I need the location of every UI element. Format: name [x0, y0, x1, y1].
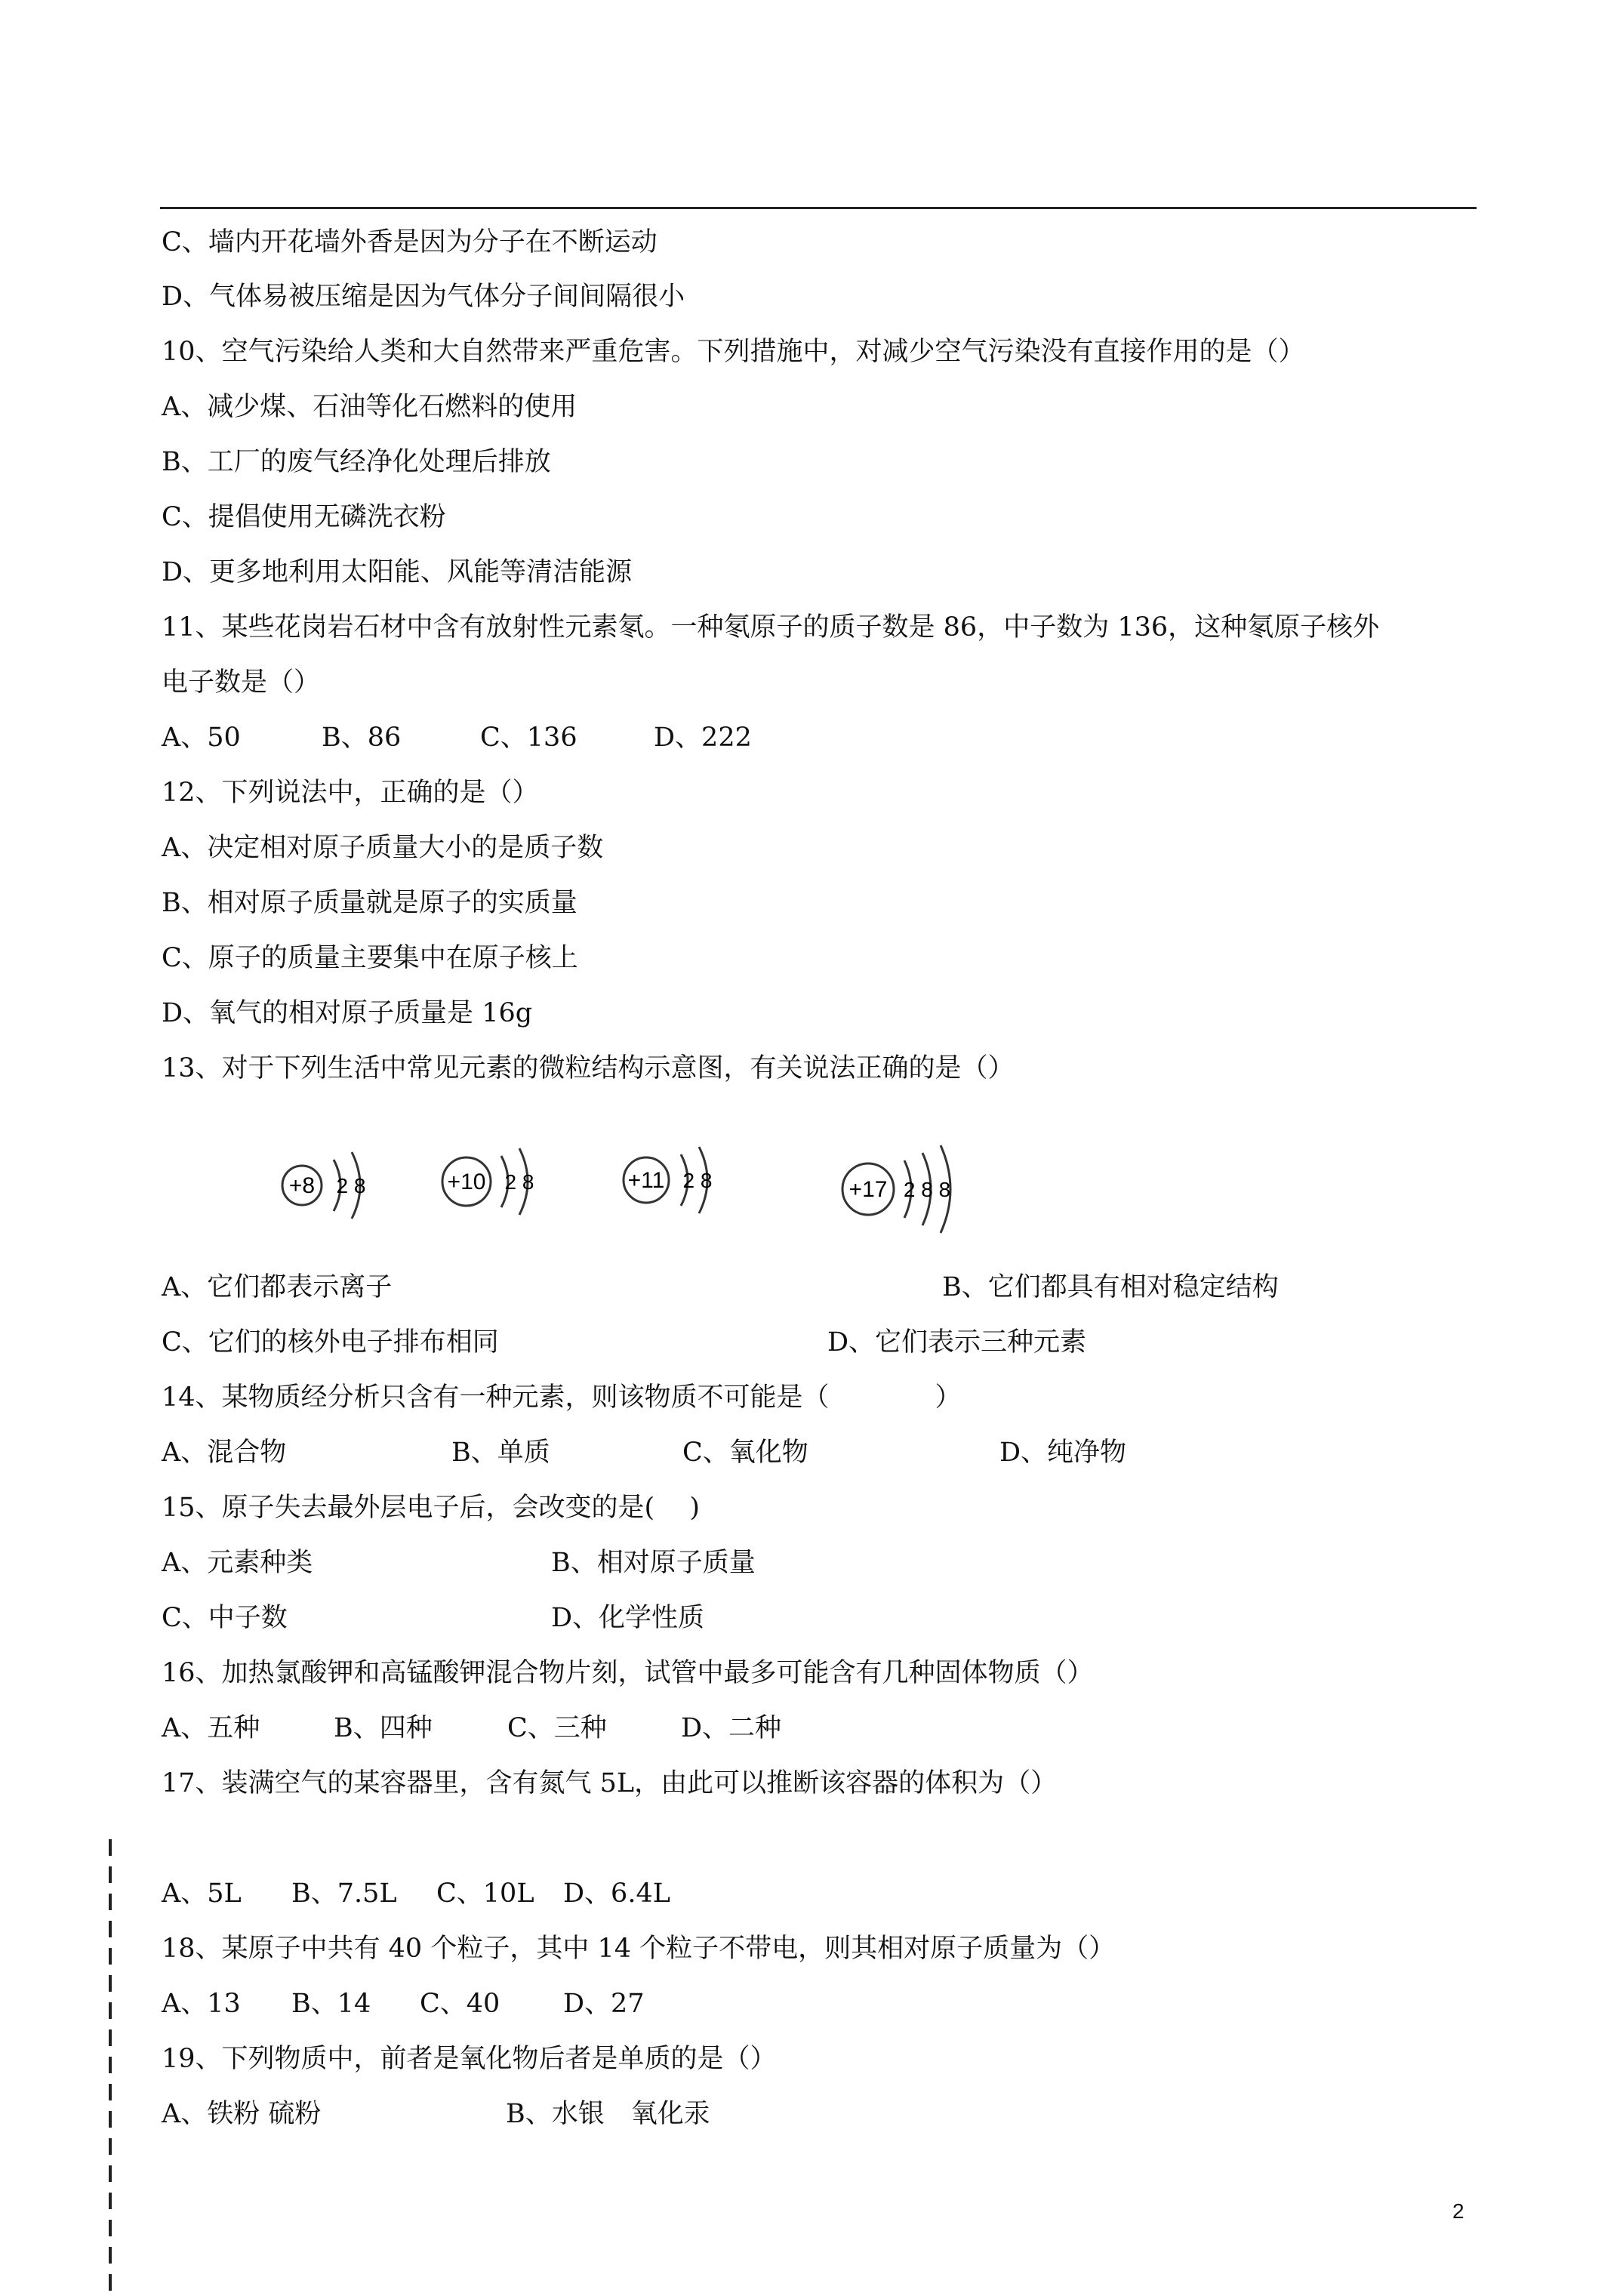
- q19-stem: 19、下列物质中，前者是氧化物后者是单质的是（）: [162, 2044, 777, 2074]
- atom-nucleus-label: +8: [288, 1173, 316, 1198]
- q14-option-d: D、纯净物: [999, 1438, 1127, 1468]
- atom-shell-label: 2 8: [504, 1170, 534, 1194]
- q11-stem-cont: 电子数是（）: [162, 667, 321, 698]
- q13-stem: 13、对于下列生活中常见元素的微粒结构示意图，有关说法正确的是（）: [162, 1053, 1015, 1083]
- q9-option-c: C、墙内开花墙外香是因为分子在不断运动: [162, 227, 658, 257]
- q16-option-d: D、二种: [681, 1713, 782, 1743]
- q17-option-b: B、7.5L: [291, 1878, 397, 1909]
- q12-option-d: D、氧气的相对原子质量是 16g: [162, 998, 533, 1028]
- atomic-structure-diagram: [257, 1114, 996, 1257]
- q16-option-c: C、三种: [507, 1713, 607, 1743]
- q18-option-a: A、13: [162, 1989, 241, 2019]
- q12-option-b: B、相对原子质量就是原子的实质量: [162, 888, 577, 918]
- atom-neon: [442, 1148, 534, 1215]
- q9-option-d: D、气体易被压缩是因为气体分子间间隔很小: [162, 282, 685, 312]
- q13-option-d: D、它们表示三种元素: [827, 1327, 1087, 1358]
- q13-option-c: C、它们的核外电子排布相同: [162, 1327, 499, 1358]
- q13-option-b: B、它们都具有相对稳定结构: [942, 1272, 1279, 1302]
- atom-sodium: [624, 1147, 712, 1213]
- header-rule: [160, 207, 1477, 209]
- q11-stem: 11、某些花岗岩石材中含有放射性元素氡。一种氡原子的质子数是 86，中子数为 136，这种氡原子核外: [162, 612, 1380, 643]
- q17-option-c: C、10L: [436, 1878, 534, 1909]
- q10-option-d: D、更多地利用太阳能、风能等清洁能源: [162, 557, 633, 587]
- q11-option-b: B、86: [322, 723, 402, 753]
- page-number: 2: [1452, 2199, 1464, 2223]
- q11-option-d: D、222: [654, 723, 752, 753]
- q18-option-b: B、14: [291, 1989, 371, 2019]
- q17-option-a: A、5L: [162, 1878, 242, 1909]
- atom-chlorine: [842, 1145, 950, 1233]
- q16-option-b: B、四种: [334, 1713, 433, 1743]
- q15-option-c: C、中子数: [162, 1603, 288, 1633]
- q12-stem: 12、下列说法中，正确的是（）: [162, 778, 539, 808]
- q11-option-c: C、136: [480, 723, 577, 753]
- atom-nucleus-label: +11: [627, 1168, 665, 1193]
- q10-option-b: B、工厂的废气经净化处理后排放: [162, 447, 551, 477]
- q12-option-c: C、原子的质量主要集中在原子核上: [162, 943, 578, 973]
- atom-shell-label: 2 8: [682, 1169, 713, 1192]
- binding-margin-dashed-line: [109, 1839, 112, 2296]
- atom-shell-label: 2 8 8: [903, 1178, 951, 1201]
- q16-option-a: A、五种: [162, 1713, 260, 1743]
- q18-stem: 18、某原子中共有 40 个粒子，其中 14 个粒子不带电，则其相对原子质量为（）: [162, 1934, 1116, 1964]
- q15-option-d: D、化学性质: [551, 1603, 705, 1633]
- q18-option-d: D、27: [563, 1989, 645, 2019]
- q18-option-c: C、40: [420, 1989, 500, 2019]
- q15-option-b: B、相对原子质量: [551, 1548, 756, 1578]
- q16-stem: 16、加热氯酸钾和高锰酸钾混合物片刻，试管中最多可能含有几种固体物质（）: [162, 1658, 1094, 1688]
- atom-nucleus-label: +10: [447, 1170, 486, 1194]
- atom-nucleus-label: +17: [848, 1177, 888, 1202]
- q13-option-a: A、它们都表示离子: [162, 1272, 393, 1302]
- atom-shell-label: 2 8: [336, 1174, 366, 1197]
- q10-option-c: C、提倡使用无磷洗衣粉: [162, 502, 446, 532]
- q15-stem: 15、原子失去最外层电子后，会改变的是( ): [162, 1493, 700, 1523]
- q11-option-a: A、50: [162, 723, 241, 753]
- q14-stem: 14、某物质经分析只含有一种元素，则该物质不可能是（ ）: [162, 1382, 962, 1413]
- q14-option-c: C、氧化物: [682, 1438, 808, 1468]
- atom-oxygen: [282, 1152, 365, 1219]
- q19-option-a: A、铁粉 硫粉: [162, 2099, 322, 2129]
- q17-stem: 17、装满空气的某容器里，含有氮气 5L，由此可以推断该容器的体积为（）: [162, 1768, 1058, 1798]
- q12-option-a: A、决定相对原子质量大小的是质子数: [162, 833, 604, 863]
- q15-option-a: A、元素种类: [162, 1548, 313, 1578]
- q10-option-a: A、减少煤、石油等化石燃料的使用: [162, 392, 577, 422]
- q14-option-b: B、单质: [451, 1438, 550, 1468]
- q10-stem: 10、空气污染给人类和大自然带来严重危害。下列措施中，对减少空气污染没有直接作用的是（）: [162, 337, 1305, 367]
- q14-option-a: A、混合物: [162, 1438, 287, 1468]
- q17-option-d: D、6.4L: [563, 1878, 670, 1909]
- q19-option-b: B、水银 氧化汞: [506, 2099, 710, 2129]
